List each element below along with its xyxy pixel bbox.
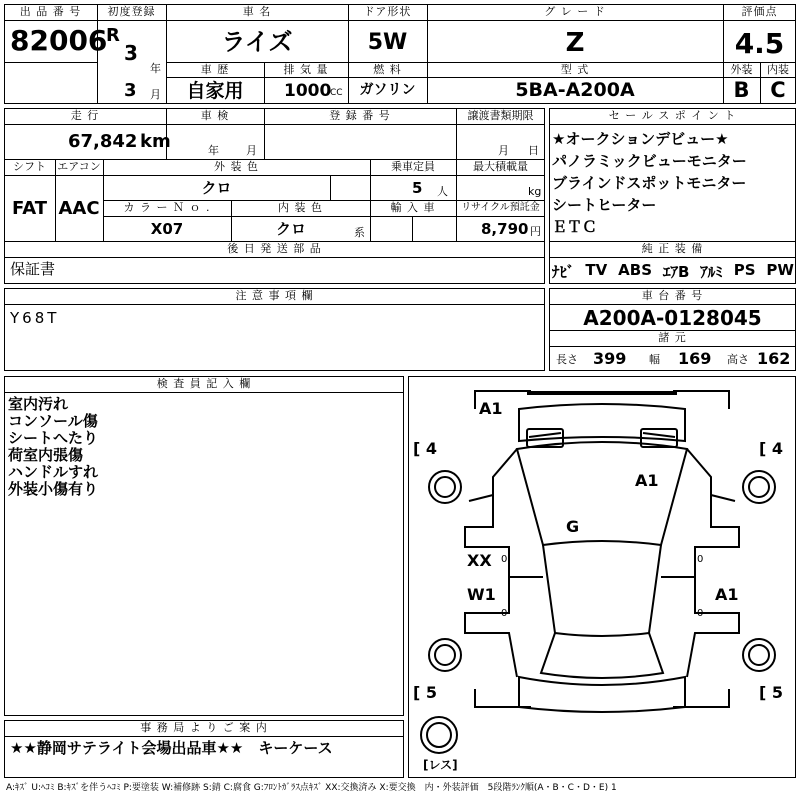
inspector-line: 外装小傷有り <box>8 480 99 498</box>
reg-year: 3 <box>124 41 138 65</box>
color-no-label: カ ラ ー Ｎ ｏ . <box>123 201 211 214</box>
lot-number: 82006 <box>10 24 108 57</box>
score: 4.5 <box>734 27 785 60</box>
fuel-label: 燃 料 <box>373 63 402 76</box>
capacity: 5 <box>412 179 423 197</box>
fuel: ガソリン <box>359 82 416 98</box>
mileage: 67,842 <box>68 131 138 152</box>
registration-label: 登 録 番 号 <box>329 109 391 122</box>
equipment-item: ｴｱB <box>662 263 690 281</box>
chassis-number: A200A-0128045 <box>583 306 762 330</box>
inspector-line: シートへたり <box>8 429 99 447</box>
recycle-fee: 8,790 <box>481 220 529 238</box>
office-label: 事 務 局 よ り ご 案 内 <box>140 721 268 734</box>
interior-label: 内装 <box>767 63 789 76</box>
score-label: 評価点 <box>741 5 778 18</box>
sales-point-item: パノラミックビューモニター <box>552 152 747 170</box>
ac: AAC <box>58 198 100 219</box>
interior-grade: C <box>770 78 786 102</box>
first-reg-label: 初度登録 <box>107 5 156 18</box>
transfer-month-unit: 月 <box>498 144 509 157</box>
int-color: クロ <box>275 220 306 238</box>
damage-mark-rear-door-right: A1 <box>715 585 739 604</box>
equipment-label: 純 正 装 備 <box>641 242 704 255</box>
height: 162 <box>757 349 791 368</box>
recycle-label: リサイクル預託金 <box>461 202 540 213</box>
transfer-label: 譲渡書類期限 <box>467 109 534 122</box>
color-no: X07 <box>150 220 184 238</box>
equipment-item: ABS <box>618 261 653 279</box>
equipment-item: ﾅﾋﾞ <box>552 263 575 281</box>
model-label: 型 式 <box>560 63 590 76</box>
zero-mark: 0 <box>501 608 508 619</box>
model: 5BA-A200A <box>515 79 635 101</box>
equipment-item: PS <box>733 261 756 279</box>
int-color-label: 内 装 色 <box>278 201 323 214</box>
equipment-item: ｱﾙﾐ <box>700 263 723 281</box>
history: 自家用 <box>186 80 244 102</box>
mileage-unit: km <box>140 131 171 152</box>
sales-point-item: ブラインドスポットモニター <box>552 174 747 192</box>
zero-mark: 0 <box>697 554 704 565</box>
inspector-line: 室内汚れ <box>8 395 69 413</box>
zero-mark: 0 <box>501 554 508 565</box>
year-unit: 年 <box>150 62 161 75</box>
equipment-item: TV <box>585 261 608 279</box>
ac-label: エアコン <box>57 160 101 173</box>
max-load-label: 最大積載量 <box>473 160 528 173</box>
mileage-label: 走 行 <box>70 109 100 122</box>
transfer-day-unit: 日 <box>528 144 539 157</box>
inspector-line: ハンドルすれ <box>8 463 99 481</box>
inspection-year-unit: 年 <box>208 144 219 157</box>
sales-point-item: ＥＴＣ <box>552 218 598 236</box>
width-label: 幅 <box>649 353 660 366</box>
damage-mark-glass: G <box>566 517 580 536</box>
tire-front-right: [ 4 <box>759 439 784 458</box>
displacement: 1000 <box>284 81 332 101</box>
tire-rear-left: [ 5 <box>413 683 438 702</box>
capacity-label: 乗車定員 <box>391 160 435 173</box>
equipment-list <box>552 261 794 282</box>
height-label: 高さ <box>727 353 749 366</box>
later-parts: 保証書 <box>10 260 56 278</box>
capacity-unit: 人 <box>437 185 448 198</box>
exterior-grade: B <box>733 78 750 102</box>
damage-mark-rear-door-left: W1 <box>467 585 496 604</box>
car-outline <box>409 377 795 777</box>
displacement-label: 排 気 量 <box>283 63 329 76</box>
sales-point-item: シートヒーター <box>552 196 657 214</box>
notes-label: 注 意 事 項 欄 <box>235 289 314 302</box>
int-color-unit: 系 <box>354 226 365 239</box>
ext-color-label: 外 装 色 <box>214 160 259 173</box>
later-parts-label: 後 日 発 送 部 品 <box>227 242 322 255</box>
inspector-label: 検 査 員 記 入 欄 <box>156 377 252 390</box>
shift-label: シフト <box>13 160 46 173</box>
dims-label: 諸 元 <box>658 331 687 344</box>
shift: FAT <box>11 198 48 219</box>
length-label: 長さ <box>556 353 578 366</box>
history-label: 車 歴 <box>200 63 230 76</box>
lot-label: 出 品 番 号 <box>19 5 82 18</box>
recycle-unit: 円 <box>530 225 541 238</box>
inspector-line: 荷室内張傷 <box>8 446 84 464</box>
car-name: ライズ <box>221 28 293 56</box>
damage-mark-hood: A1 <box>479 399 503 418</box>
tire-rear-right: [ 5 <box>759 683 784 702</box>
inspection-month-unit: 月 <box>246 144 257 157</box>
inspector-line: コンソール傷 <box>8 412 98 430</box>
inspection-label: 車 検 <box>200 109 230 122</box>
displacement-unit: CC <box>330 88 343 98</box>
door-type: 5W <box>367 30 408 55</box>
grade-label: グ レ ー ド <box>544 5 606 18</box>
notes: Y68T <box>10 309 60 327</box>
length: 399 <box>593 349 627 368</box>
legend: A:ｷｽﾞ U:ﾍｺﾐ B:ｷｽﾞを伴うﾍｺﾐ P:要塗装 W:補修跡 S:錆 C:腐食 G:ﾌﾛﾝﾄｶﾞﾗｽ点ｷｽﾞ XX:交換済み X:要交換 内・外装評価 5段階ﾗﾝｸ順(A・B・C・D・E) 1 <box>6 783 617 793</box>
month-unit: 月 <box>150 88 161 101</box>
spare-tire-label: [レス] <box>423 758 458 772</box>
max-load-unit: kg <box>528 185 542 198</box>
tire-front-left: [ 4 <box>413 439 438 458</box>
zero-mark: 0 <box>697 608 704 619</box>
ext-color: クロ <box>201 179 232 197</box>
width: 169 <box>678 349 712 368</box>
reg-month: 3 <box>124 80 137 101</box>
exterior-label: 外装 <box>730 63 753 76</box>
import-label: 輸 入 車 <box>390 201 436 214</box>
sales-points-label: セ ー ル ス ポ イ ン ト <box>608 109 737 122</box>
car-diagram <box>408 376 796 778</box>
damage-mark-roof: A1 <box>635 471 659 490</box>
era: R <box>106 25 120 46</box>
equipment-item: PW <box>766 261 794 279</box>
chassis-label: 車 台 番 号 <box>641 289 704 302</box>
car-name-label: 車 名 <box>242 5 272 18</box>
damage-mark-door-left: XX <box>467 551 492 570</box>
grade: Z <box>565 28 585 58</box>
door-label: ドア形状 <box>363 5 412 18</box>
sales-point-item: ★オークションデビュー★ <box>552 130 729 148</box>
office-text: ★★静岡サテライト会場出品車★★ キーケース <box>10 739 333 757</box>
